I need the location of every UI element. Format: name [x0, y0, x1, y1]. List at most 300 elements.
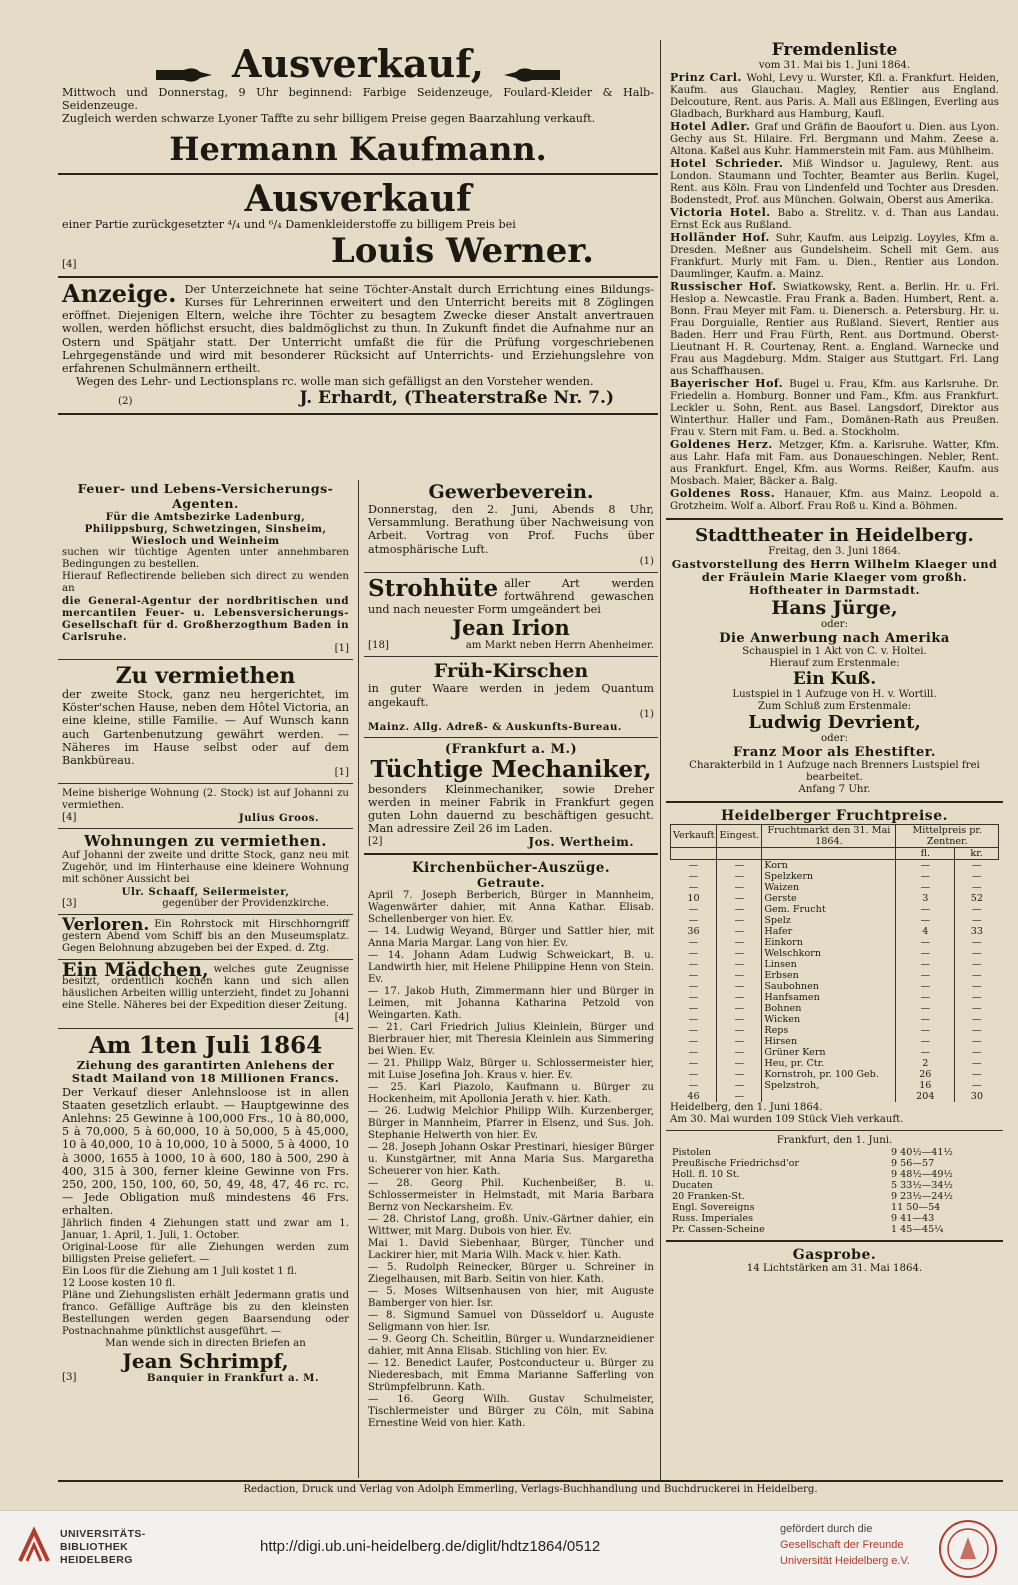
table-cell: Kornstroh, pr. 100 Geb.: [762, 1069, 896, 1080]
table-cell: —: [972, 991, 982, 1003]
kirchen-entry: — 21. Philipp Walz, Bürger u. Schlossermeister hier, mit Luise Josefina Joh. Kraus v. hier. Ev.: [368, 1057, 654, 1081]
kirchen-entry: Mai 1. David Siebenhaar, Bürger, Tüncher und Lackirer hier, mit Maria Wilh. Mack v. hier. Kath.: [368, 1237, 654, 1261]
unit-header: kr.: [955, 847, 999, 859]
hotel-name: Goldenes Herz.: [670, 438, 779, 451]
left-column: [58, 480, 353, 1478]
table-cell: —: [972, 1013, 982, 1025]
hotel-entry: [670, 158, 999, 207]
firm-name: Jean Schrimpf,: [122, 1348, 289, 1373]
fruchtpreise-section: [666, 807, 1003, 1127]
table-row: [671, 1003, 999, 1014]
hotel-guests: Babo a. Strelitz. v. d. Than aus Landau. Ernst Eck aus Rußland.: [670, 208, 999, 231]
table-cell: —: [972, 903, 982, 915]
ad-heading: Gewerbeverein.: [428, 481, 594, 503]
table-cell: —: [671, 981, 717, 992]
hotel-name: Victoria Hotel.: [670, 206, 778, 219]
kirchen-entries-list: [368, 890, 654, 1430]
ref-number: (2): [118, 396, 133, 408]
table-cell: 20 Franken-St.: [672, 1190, 745, 1202]
table-cell: —: [717, 871, 762, 882]
table-cell: Bohnen: [762, 1003, 896, 1014]
middle-column: [364, 480, 658, 1478]
ad-text: welches gute Zeugnisse besitzt, ordentlich kochen kann und sich allen häuslichen Arbeiten willig unterzieht, findet zu Johanni eine Stelle. Näheres bei der Expedition dieser Zeitung.: [62, 964, 349, 1012]
table-cell: —: [896, 904, 955, 915]
ad-heading: Tüchtige Mechaniker,: [370, 755, 652, 783]
section-heading: Gasprobe.: [792, 1246, 877, 1263]
table-cell: —: [671, 904, 717, 915]
table-row: [671, 882, 999, 893]
university-library-logo-icon: [16, 1527, 52, 1565]
ad-text: Original-Loose für alle Ziehungen werden zum billigsten Preise geliefert. —: [62, 1241, 349, 1265]
hotel-entry: [670, 72, 999, 121]
ad-heading: Zu vermiethen: [115, 663, 296, 689]
frucht-footer: Am 30. Mai wurden 109 Stück Vieh verkauft.: [670, 1113, 904, 1125]
ad-text: Der Unterzeichnete hat seine Töchter-Anstalt durch Errichtung eines Bildungs-Kurses für Lehrerinnen erweitert und den Unterricht bereits mit 8 Zöglingen eröffnet. Diejenigen Eltern, welche ihre Töchter zu besagtem Zwecke dieser Anstalt anvertrauen wollen, werden höflichst ersucht, dies baldmöglichst zu thun. In Zukunft findet die Aufnahme nur an Ostern und Spätjahr statt. Der Unterricht umfaßt die für die Prüfung vorgeschriebenen Lehrgegenstände und wird mit besonderer Rücksicht auf Unterrichts- und Erziehungslehre von erfahrenen Schulmännern ertheilt.: [62, 282, 654, 376]
table-cell: —: [896, 1036, 955, 1047]
ad-text: Hierauf Reflectirende belieben sich direct zu wenden an: [62, 571, 349, 594]
col-header: Verkauft: [671, 824, 717, 847]
ad-heading: Ein Mädchen,: [62, 959, 209, 982]
kirchen-entry: — 26. Ludwig Melchior Philipp Wilh. Kurzenberger, Bürger in Mannheim, Pfarrer in Elsenz, und Sus. Joh. Stephanie Helwerth von hier. Ev.: [368, 1105, 654, 1141]
table-cell: Russ. Imperiales: [672, 1212, 754, 1224]
ad-anzeige-erhardt: [58, 278, 658, 410]
unit-header: fl.: [896, 847, 955, 859]
kirchen-entry: — 5. Rudolph Reinecker, Bürger u. Schreiner in Ziegelhausen, mit Barb. Seitin von hier. Kath.: [368, 1261, 654, 1285]
hotel-name: Goldenes Ross.: [670, 487, 785, 500]
hotel-guests: Bugel u. Frau, Kfm. aus Karlsruhe. Dr. Friedelin a. Homburg. Bonner und Fam., Kfm. aus Frankfurt. Leckler u. Sohn, Rent. aus Basel. Langsdorf, Direktor aus Winterthur. Haller und Fam., Domänen-Rath aus Preußen. Frau v. Stern mit Fam. u. Bed. a. Stockholm.: [670, 379, 1000, 438]
table-row: [670, 1191, 999, 1202]
table-cell: 33: [970, 925, 983, 937]
viewer-footer: [0, 1510, 1018, 1585]
ref-number: (1): [639, 555, 654, 567]
play-info: Schauspiel in 1 Akt von C. v. Holtei.: [742, 645, 927, 657]
pointing-hand-icon: [154, 64, 214, 86]
play-title: Hans Jürge,: [771, 596, 898, 619]
gasprobe-text: 14 Lichtstärken am 31. Mai 1864.: [746, 1262, 923, 1274]
ad-text: Jährlich finden 4 Ziehungen statt und zwar am 1. Januar, 1. April, 1. Juli, 1. October.: [62, 1217, 349, 1241]
table-row: [671, 915, 999, 926]
table-cell: —: [896, 1003, 955, 1014]
table-cell: 1 45—45¼: [891, 1223, 944, 1235]
hotel-name: Russischer Hof.: [670, 280, 783, 293]
ad-text: Wegen des Lehr- und Lectionsplans rc. wolle man sich gefälligst an den Vorsteher wenden.: [76, 375, 594, 389]
table-cell: —: [717, 893, 762, 904]
ad-text: der zweite Stock, ganz neu hergerichtet, im Köster'schen Hause, neben dem Hôtel Victoria, an eine kleine, stille Familie. — Auf Wunsch kann auch Gartenbenutzung gewährt werden. — Näheres im Hause selbst oder auf dem Bankbüreau.: [62, 688, 349, 768]
hotel-guests: Miß Windsor u. Jagulewy, Rent. aus London. Staumann und Tochter, Beamter aus Berlin. Kugel, Rent. aus Köln. Frau von Lindenfeld und Tochter aus Dresden. Bodenstedt, Prof. aus München. Golwain, Oberst aus Amerika.: [670, 159, 999, 206]
play-subtitle: Franz Moor als Ehestifter.: [733, 744, 936, 760]
section-heading: Frankfurt, den 1. Juni.: [776, 1134, 893, 1146]
table-cell: —: [717, 915, 762, 926]
table-cell: —: [896, 959, 955, 970]
pointing-hand-icon: [502, 64, 562, 86]
table-cell: —: [896, 970, 955, 981]
table-row: [670, 1213, 999, 1224]
library-name: UNIVERSITÄTS- BIBLIOTHEK HEIDELBERG: [60, 1528, 146, 1566]
kirchen-entry: — 14. Johann Adam Ludwig Schweickart, B. u. Landwirth hier, mit Helene Philippine Henn von Stein. Ev.: [368, 949, 654, 985]
ausverkauf-title: Ausverkauf,: [231, 41, 485, 86]
table-cell: Pistolen: [672, 1146, 712, 1158]
stadttheater-section: [666, 524, 1003, 797]
table-cell: Preußische Friedrichsd'or: [672, 1157, 799, 1169]
table-cell: —: [972, 980, 982, 992]
table-row: [671, 1091, 999, 1102]
hotel-guests: Metzger, Kfm. a. Karlsruhe. Watter, Kfm. aus Lahr. Hafa mit Fam. aus Donaueschingen. Nebler, Rent. aus Frankfurt. Engel, Kfm. aus Worms. Reißer, Kaufm. aus Mosbach. Maier, Bäcker a. Balg.: [670, 440, 999, 487]
table-cell: —: [671, 1069, 717, 1080]
table-cell: —: [896, 937, 955, 948]
ad-text: Meine bisherige Wohnung (2. Stock) ist auf Johanni zu vermiethen.: [62, 788, 349, 812]
ref-number: (1): [639, 708, 654, 720]
kirchen-entry: — 28. Georg Phil. Kuchenbeißer, B. u. Schlossermeister in Helmstadt, mit Maria Barbara Bernz von Neckarsheim. Ev.: [368, 1177, 654, 1213]
hotel-name: Prinz Carl.: [670, 71, 747, 84]
table-cell: —: [717, 1014, 762, 1025]
ad-ausverkauf-werner: [58, 179, 658, 272]
kurse-table: [670, 1147, 999, 1235]
permalink-url[interactable]: http://digi.ub.uni-heidelberg.de/diglit/hdtz1864/0512: [260, 1538, 601, 1555]
table-cell: —: [671, 915, 717, 926]
table-cell: —: [972, 1079, 982, 1091]
anzeige-title: Anzeige.: [62, 278, 177, 308]
table-cell: —: [717, 948, 762, 959]
ad-heading: Am 1ten Juli 1864: [88, 1032, 323, 1060]
table-cell: Spelz: [762, 915, 896, 926]
table-cell: 5 33½—34½: [891, 1179, 953, 1191]
table-cell: —: [972, 914, 982, 926]
signature: Julius Groos.: [238, 812, 319, 825]
table-cell: Einkorn: [762, 937, 896, 948]
table-cell: Pr. Cassen-Scheine: [672, 1223, 765, 1235]
kirchenbuecher-section: [364, 859, 658, 1431]
ad-text: Für die Amtsbezirke Ladenburg, Philippsburg, Schwetzingen, Sinsheim, Wiesloch und Weinheim: [84, 511, 327, 547]
hotel-name: Holländer Hof.: [670, 231, 776, 244]
table-cell: Spelzkern: [762, 871, 896, 882]
hotel-entry: [670, 207, 999, 232]
table-cell: —: [717, 904, 762, 915]
table-row: [671, 948, 999, 959]
signature: Jos. Wertheim.: [528, 834, 634, 849]
ad-text: Pläne und Ziehungslisten erhält Jedermann gratis und franco. Gefällige Aufträge bis zu den kleinsten Bestellungen werden gegen Baarsendung oder Postnachnahme pünktlichst ausgeführt. —: [62, 1289, 349, 1337]
table-cell: —: [972, 936, 982, 948]
table-cell: —: [717, 1036, 762, 1047]
signature: J. Erhardt, (Theaterstraße Nr. 7.): [299, 388, 614, 409]
table-cell: —: [717, 1025, 762, 1036]
table-cell: Hafer: [762, 926, 896, 937]
table-cell: —: [972, 947, 982, 959]
kirchen-entry: — 8. Sigmund Samuel von Düsseldorf u. Auguste Seligmann von hier. Isr.: [368, 1309, 654, 1333]
firm-name: Jean Irion: [452, 615, 570, 641]
table-cell: 16: [896, 1080, 955, 1091]
ad-zu-vermiethen: [58, 663, 353, 780]
table-cell: —: [972, 1068, 982, 1080]
hotel-entry: [670, 281, 999, 378]
col-header: Fruchtmarkt den 31. Mai 1864.: [762, 824, 896, 847]
table-cell: —: [896, 1047, 955, 1058]
hotel-entry: [670, 378, 999, 439]
hotel-entry: [670, 232, 999, 281]
col-header: Mittelpreis pr. Zentner.: [896, 824, 999, 847]
hotel-guests: Graf und Gräfin de Baoufort u. Dien. aus Lyon. Gechy aus St. Hilaire. Frl. Bergmann und Mahm. Zeese a. Altona. Kaßel aus Kuhr. Hammerstein mit Fam. aus Mühlheim.: [670, 122, 999, 157]
table-cell: —: [671, 948, 717, 959]
table-cell: 52: [970, 892, 983, 904]
table-cell: —: [717, 1080, 762, 1091]
table-cell: Erbsen: [762, 970, 896, 981]
section-subheading: Getraute.: [476, 875, 546, 890]
ref-number: [4]: [62, 258, 77, 270]
table-cell: —: [671, 859, 717, 871]
kirchen-entry: — 28. Christof Lang, großh. Univ.-Gärtner dahier, ein Wittwer, mit Marg. Dubois von hier. Ev.: [368, 1213, 654, 1237]
frucht-footer: Heidelberg, den 1. Juni 1864.: [670, 1101, 823, 1113]
kurse-section: [666, 1134, 1003, 1236]
table-cell: Gerste: [762, 893, 896, 904]
table-cell: —: [972, 1002, 982, 1014]
ad-text: Zugleich werden schwarze Lyoner Taffte zu sehr billigem Preise gegen Baarzahlung verkauft.: [62, 112, 596, 126]
section-subheading: vom 31. Mai bis 1. Juni 1864.: [758, 60, 911, 71]
newspaper-page: [58, 40, 1003, 1502]
table-cell: —: [717, 1047, 762, 1058]
wide-column: [58, 40, 658, 480]
section-heading: Heidelberger Fruchtpreise.: [721, 807, 948, 824]
table-cell: —: [896, 948, 955, 959]
imprint-line: Redaction, Druck und Verlag von Adolph Emmerling, Verlags-Buchhandlung und Buchdruckerei in Heidelberg.: [243, 1484, 818, 1495]
table-cell: —: [717, 970, 762, 981]
table-cell: —: [896, 992, 955, 1003]
play-subtitle: Die Anwerbung nach Amerika: [719, 630, 950, 646]
table-cell: —: [671, 1003, 717, 1014]
table-cell: Korn: [762, 859, 896, 871]
hotel-guests: Swiatkowsky, Rent. a. Berlin. Hr. u. Frl. Heslop a. Newcastle. Frau Frank a. Baden. Humbert, Rent. a. Bonn. Frau Meyer mit Fam. u. Dienersch. a. Petersburg. Hr. u. Frau Dorguialle, Rentier aus Rußland. Sievert, Rentier aus Baden. Herr und Frau Fürth, Rent. aus Dortmund. Oberst-Lieutnant H. R. Courtenay, Rent. a. England. Warnecke und Frau aus Magdeburg. Mdm. Staiger aus Stuttgart. Frl. Lang aus Schaffhausen.: [670, 282, 999, 377]
table-cell: Reps: [762, 1025, 896, 1036]
table-cell: [762, 1091, 896, 1102]
table-row: [671, 1036, 999, 1047]
kirchen-entry: — 25. Karl Piazolo, Kaufmann u. Bürger zu Hockenheim, mit Apollonia Jerath v. hier. Kath.: [368, 1081, 654, 1105]
table-cell: —: [717, 926, 762, 937]
ad-text: aller Art werden fortwährend gewaschen und nach neuester Form umgeändert bei: [368, 576, 654, 617]
table-cell: —: [896, 882, 955, 893]
ad-verloren: [58, 915, 353, 956]
table-row: [670, 1180, 999, 1191]
table-cell: —: [671, 871, 717, 882]
table-cell: —: [896, 981, 955, 992]
ad-heading: Strohhüte: [368, 574, 499, 602]
kirchen-entry: — 14. Ludwig Weyand, Bürger und Sattler hier, mit Anna Maria Margar. Lang von hier. Ev.: [368, 925, 654, 949]
table-cell: —: [972, 859, 982, 871]
ad-subheading: Ziehung des garantirten Anlehens der Stadt Mailand von 18 Millionen Francs.: [71, 1058, 340, 1086]
hotel-guests: Suhr, Kaufm. aus Leipzig. Loyyles, Kfm a. Dresden. Meßner aus Gundelsheim. Schell mit Gem. aus Frankfurt. Murly mit Fam. u. Dien., Rentier aus London. Daumlinger, Kaufm. a. Mainz.: [670, 233, 999, 280]
table-cell: —: [717, 1069, 762, 1080]
table-cell: —: [717, 992, 762, 1003]
table-cell: 30: [970, 1090, 983, 1102]
ref-number: [4]: [62, 812, 77, 824]
table-cell: —: [972, 958, 982, 970]
table-cell: Welschkorn: [762, 948, 896, 959]
table-row: [671, 1080, 999, 1091]
ad-text: Man wende sich in directen Briefen an: [105, 1337, 306, 1349]
table-cell: 10: [671, 893, 717, 904]
ad-text: Der Verkauf dieser Anlehnsloose ist in allen Staaten gesetzlich erlaubt. — Hauptgewinne des Anlehns: 25 Gewinne à 100,000 Frs., 10 à 80,000, 5 à 70,000, 5 à 60,000, 10 à 50,000, 5 à 45,000, 10 à 40,000, 10 à 10,000, 10 à 5000, 5 à 4000, 10 à 3000, 1655 à 1000, 10 à 600, 180 à 500, 290 à 400, 315 à 300, ferner kleine Gewinne von Frs. 250, 200, 150, 100, 60, 50, 49, 48, 47, 46 rc. rc. — Jede Obligation muß mindestens 46 Frs. erhalten.: [62, 1085, 349, 1218]
table-row: [670, 1147, 999, 1158]
table-cell: Holl. fl. 10 St.: [672, 1168, 740, 1180]
table-cell: 26: [896, 1069, 955, 1080]
address: gegenüber der Providenzkirche.: [162, 898, 329, 910]
kirchen-entry: — 16. Georg Wilh. Gustav Schulmeister, Tischlermeister und Bürger zu Cöln, mit Sabina Ernestine Weid von hier. Kath.: [368, 1393, 654, 1429]
table-row: [671, 1069, 999, 1080]
ad-text: Auf Johanni der zweite und dritte Stock, ganz neu mit Zugehör, und im Hinterhause eine kleinere Wohnung mit schöner Aussicht bei: [62, 850, 349, 886]
gasprobe-section: [666, 1246, 1003, 1276]
col-header: Eingest.: [717, 824, 762, 847]
table-row: [670, 1224, 999, 1235]
table-row: [671, 970, 999, 981]
ad-text: Ein Loos für die Ziehung am 1 Juli kostet 1 fl.: [62, 1265, 298, 1277]
ref-number: [1]: [334, 643, 349, 654]
table-cell: Saubohnen: [762, 981, 896, 992]
play-start: Anfang 7 Uhr.: [798, 783, 871, 795]
table-cell: —: [972, 1035, 982, 1047]
ad-text: die General-Agentur der nordbritischen und mercantilen Feuer- u. Lebensversicherungs-Gesellschaft für d. Großherzogthum Baden in Carlsruhe.: [62, 595, 349, 643]
ad-heading: Wohnungen zu vermiethen.: [84, 832, 327, 851]
table-cell: Hirsen: [762, 1036, 896, 1047]
table-cell: Wicken: [762, 1014, 896, 1025]
table-cell: —: [671, 1025, 717, 1036]
play-info: Zum Schluß zum Erstenmale:: [757, 700, 912, 712]
table-row: [671, 937, 999, 948]
table-cell: —: [671, 992, 717, 1003]
table-cell: 2: [896, 1058, 955, 1069]
address: Banquier in Frankfurt a. M.: [146, 1371, 319, 1384]
hotel-entry: [670, 439, 999, 488]
kirchen-entry: — 9. Georg Ch. Scheitlin, Bürger u. Wundarzneidiener dahier, mit Anna Elisab. Stichling von hier. Ev.: [368, 1333, 654, 1357]
hotel-entry: [670, 488, 999, 513]
table-row: [671, 1058, 999, 1069]
ad-heading: Früh-Kirschen: [433, 660, 589, 683]
kirchen-entry: — 5. Moses Wiltsenhausen von hier, mit Auguste Bamberger von hier. Isr.: [368, 1285, 654, 1309]
table-cell: Ducaten: [672, 1179, 713, 1191]
table-cell: 9 23½—24½: [891, 1190, 953, 1202]
ad-versicherung: [58, 480, 353, 656]
table-row: [671, 1025, 999, 1036]
table-cell: —: [671, 1014, 717, 1025]
ad-text: Ein Rohrstock mit Hirschhorngriff gestern Abend vom Schiff bis an den Museumsplatz. Gegen Belohnung abzugeben bei der Exped. d. Ztg.: [62, 919, 349, 955]
ref-number: [3]: [62, 898, 77, 910]
ad-mechaniker: [364, 741, 658, 849]
section-heading: Fremdenliste: [771, 40, 898, 60]
university-seal-icon: [938, 1519, 998, 1579]
kirchen-entry: April 7. Joseph Berberich, Bürger in Mannheim, Wagenwärter dahier, mit Anna Kathar. Elisab. Schellenberger von hier. Ev.: [368, 889, 654, 925]
kirchen-entry: — 17. Jakob Huth, Zimmermann hier und Bürger in Leimen, mit Johanna Katharina Petzold von Weingarten. Kath.: [368, 985, 654, 1021]
table-row: [671, 926, 999, 937]
play-info: Charakterbild in 1 Aufzuge nach Brenners Lustspiel frei bearbeitet.: [689, 759, 980, 783]
ref-number: [3]: [62, 1371, 77, 1383]
hotel-name: Hotel Schrieder.: [670, 157, 793, 170]
address: am Markt neben Herrn Ahenheimer.: [465, 640, 654, 652]
play-oder: oder:: [821, 618, 848, 630]
ad-wohnungen: [58, 832, 353, 911]
ad-text: besonders Kleinmechaniker, sowie Dreher werden in meiner Fabrik in Frankfurt gegen guten Lohn dauernd zu beschäftigen gesucht. Man adressire Zeil 26 im Laden.: [368, 782, 654, 836]
table-cell: Hanfsamen: [762, 992, 896, 1003]
table-cell: —: [896, 915, 955, 926]
table-cell: —: [717, 1058, 762, 1069]
ref-number: [4]: [334, 1012, 349, 1024]
table-cell: 36: [671, 926, 717, 937]
table-cell: —: [972, 1046, 982, 1058]
table-cell: —: [717, 882, 762, 893]
ad-maedchen: [58, 959, 353, 1025]
play-info: Lustspiel in 1 Aufzuge von H. v. Wortill.: [732, 688, 937, 700]
play-title: Ludwig Devrient,: [748, 711, 921, 733]
play-info: Hierauf zum Erstenmale:: [769, 657, 900, 669]
ad-groos: [58, 787, 353, 825]
table-cell: 9 40½—41½: [891, 1146, 953, 1158]
ref-number: [1]: [334, 767, 349, 779]
ad-gewerbeverein: [364, 480, 658, 569]
table-row: [671, 992, 999, 1003]
table-cell: —: [896, 1025, 955, 1036]
table-cell: Spelzstroh,: [762, 1080, 896, 1091]
play-oder: oder:: [821, 732, 848, 744]
table-row: [671, 904, 999, 915]
ad-fruehkirschen: [364, 660, 658, 733]
table-cell: 46: [671, 1091, 717, 1102]
hotel-guests: Hanauer, Kfm. aus Mainz. Leopold a. Grotzheim. Wolf a. Alborf. Frau Roß u. Kind a. Böhmen.: [670, 489, 999, 512]
table-cell: —: [972, 1024, 982, 1036]
table-cell: 4: [896, 926, 955, 937]
signature: Ulr. Schaaff, Seilermeister,: [121, 886, 290, 899]
table-cell: —: [671, 1080, 717, 1091]
firm-name: Louis Werner.: [330, 230, 594, 271]
ausverkauf-title: Ausverkauf: [244, 177, 472, 220]
play-title: Ein Kuß.: [792, 668, 877, 689]
hotel-name: Bayerischer Hof.: [670, 377, 790, 390]
table-cell: —: [717, 859, 762, 871]
table-row: [671, 871, 999, 882]
ad-ausverkauf-kaufmann: [58, 40, 658, 169]
table-row: [671, 959, 999, 970]
fremdenliste-section: [666, 40, 1003, 514]
table-cell: 11 50—54: [891, 1201, 941, 1213]
ref-number: [18]: [368, 640, 389, 652]
table-cell: —: [717, 981, 762, 992]
table-row: [671, 1047, 999, 1058]
ad-strohhuete: [364, 576, 658, 654]
table-row: [670, 1202, 999, 1213]
hotel-list: [670, 72, 999, 513]
table-cell: 204: [896, 1091, 955, 1102]
table-row: [671, 981, 999, 992]
ad-heading: Feuer- und Lebens-Versicherungs-Agenten.: [77, 481, 334, 511]
table-cell: —: [717, 937, 762, 948]
table-cell: 9 41—43: [891, 1212, 935, 1224]
ad-text: in guter Waare werden in jedem Quantum angekauft.: [368, 682, 654, 709]
hotel-guests: Wohl, Levy u. Wurster, Kfl. a. Frankfurt. Heiden, Kaufm. aus Glauchau. Magley, Rentier aus England. Delcouture, Rent. aus Paris. A. Mall aus Eßlingen, Everling aus Gladbach, Burkhard aus Hamburg, Kaufl.: [670, 73, 999, 120]
ad-heading: Verloren.: [62, 915, 150, 936]
table-row: [671, 859, 999, 871]
hotel-name: Hotel Adler.: [670, 120, 755, 133]
right-column: [666, 40, 1003, 1480]
section-heading: Kirchenbücher-Auszüge.: [411, 859, 611, 876]
table-cell: —: [671, 1058, 717, 1069]
table-cell: Gem. Frucht: [762, 904, 896, 915]
kirchen-entry: — 21. Carl Friedrich Julius Kleinlein, Bürger und Bierbrauer hier, mit Theresia Kleinlein aus Simmering bei Wien. Ev.: [368, 1021, 654, 1057]
fruchtpreise-table: [670, 824, 999, 1102]
kirchen-entry: — 28. Joseph Johann Oskar Prestinari, hiesiger Bürger u. Kunstgärtner, mit Anna Maria Sus. Margaretha Scheuerer von hier. Kath.: [368, 1141, 654, 1177]
table-row: [670, 1158, 999, 1169]
table-cell: —: [896, 1014, 955, 1025]
table-row: [670, 1169, 999, 1180]
ad-text: suchen wir tüchtige Agenten unter annehmbaren Bedingungen zu bestellen.: [62, 547, 349, 570]
table-cell: 9 48½—49½: [891, 1168, 953, 1180]
firm-name: Hermann Kaufmann.: [169, 129, 547, 168]
table-cell: —: [972, 881, 982, 893]
sponsor-text: gefördert durch die Gesellschaft der Freunde Universität Heidelberg e.V.: [780, 1523, 910, 1567]
theater-date: Freitag, den 3. Juni 1864.: [768, 546, 901, 557]
